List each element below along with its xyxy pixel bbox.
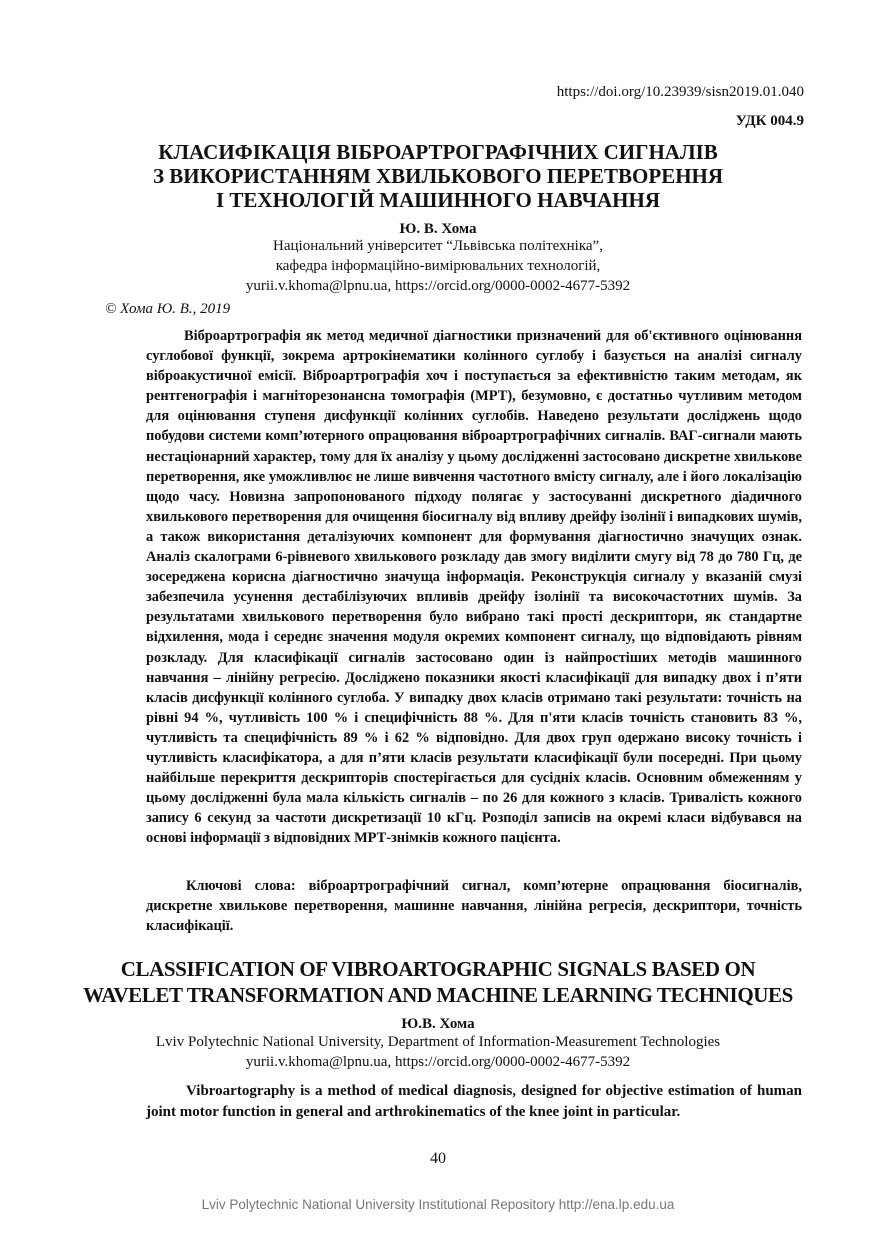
title-en-line: WAVELET TRANSFORMATION AND MACHINE LEARNING TECHNIQUES [83,983,793,1007]
title-uk-line: І ТЕХНОЛОГІЙ МАШИННОГО НАВЧАННЯ [215,188,660,212]
author-en: Ю.В. Хома [401,1016,475,1032]
abstract-uk: Віброартрографія як метод медичної діагностики призначений для об'єктивного оцінювання суглобової функції, зокрема артрокінематики колінного суглобу і базується на аналізі сигналу віброакустичної емісії. Віброартрографія хоч і поступається за ефективністю таким методам, як рентгенографія і магніторезонансна томографія (МРТ), безумовно, є достатньо чутливим методом для оцінювання ступеня дисфункції колінних суглобів. Наведено результати досліджень щодо побудови системи комп’ютерного опрацювання віброартрографічних сигналів. ВАГ-сигнали мають нестаціонарний характер, тому для їх аналізу у цьому дослідженні застосовано дискретне хвилькове перетворення, яке уможливлює не лише вивчення частотного вмісту сигналу, але і його локалізацію щодо часу. Новизна запропонованого підходу полягає у застосуванні дискретного діадичного хвилькового перетворення для очищення біосигналу від впливу дрейфу ізолінії і випадкових шумів, а також використання деталізуючих компонент для формування діагностично значущих ознак. Аналіз скалограми 6-рівневого хвилькового розкладу дав змогу виділити смугу від 78 до 780 Гц, де зосереджена корисна діагностично значуща інформація. Реконструкція сигналу у вказаній смузі забезпечила усунення дестабілізуючих впливів дрейфу ізолінії та високочастотних шумів. За результатами хвилькового перетворення було вибрано такі прості дескриптори, як стандартне відхилення, мода і середнє значення модуля окремих компонент сигналу, що відповідають рівням розкладу. Для класифікації сигналів застосовано один із найпростіших методів машинного навчання – лінійну регресію. Досліджено показники якості класифікації для випадку двох і п’яти класів дисфункції колінного суглоба. У випадку двох класів отримано такі результати: точність на рівні 94 %, чутливість 100 % і специфічність 88 %. Для п'яти класів точність становить 83 %, чутливість та специфічність 89 % і 62 % відповідно. Для двох груп одержано високу точність і чутливість класифікатора, а для п’яти класів результати класифікації були посередні. При цьому найбільше перекриття дескрипторів спостерігається для сусідніх класів. Основним обмеженням у цьому дослідженні була мала кількість сигналів – по 26 для кожного з класів. Тривалість кожного запису 6 секунд за частоти дискретизації 10 кГц. Розподіл записів на окремі класи відбувався на основі інформації з відповідних МРТ-знімків кожного пацієнта. [146,328,802,847]
title-en-line: CLASSIFICATION OF VIBROARTOGRAPHIC SIGNALS BASED ON [120,957,756,981]
affiliation-en [100,1032,776,1072]
author-uk: Ю. В. Хома [399,221,477,237]
affiliation-uk [100,236,776,296]
article-title-uk [100,140,776,212]
affiliation-uk-contact[interactable]: yurii.v.khoma@lpnu.ua, https://orcid.org/0000-0002-4677-5392 [245,278,631,294]
repository-footer[interactable]: Lviv Polytechnic National University Institutional Repository http://ena.lp.edu.ua [201,1197,675,1212]
title-uk-line: З ВИКОРИСТАННЯМ ХВИЛЬКОВОГО ПЕРЕТВОРЕННЯ [152,164,724,188]
copyright: © Хома Ю. В., 2019 [105,301,231,317]
keywords-uk: Ключові слова: віброартрографічний сигнал, комп’ютерне опрацювання біосигналів, дискретне хвилькове перетворення, машинне навчання, лінійна регресія, дескриптори, точність класифікації. [146,878,802,935]
page-number: 40 [430,1150,446,1167]
affiliation-en-contact[interactable]: yurii.v.khoma@lpnu.ua, https://orcid.org/0000-0002-4677-5392 [245,1054,631,1070]
affiliation-uk-line: Національний університет “Львівська політехніка”, [273,238,603,254]
udk-code: УДК 004.9 [735,113,804,129]
title-uk-line: КЛАСИФІКАЦІЯ ВІБРОАРТРОГРАФІЧНИХ СИГНАЛІВ [158,140,718,164]
doi-link[interactable]: https://doi.org/10.23939/sisn2019.01.040 [556,84,804,100]
article-title-en [60,956,816,1008]
affiliation-uk-line: кафедра інформаційно-вимірювальних технологій, [275,258,601,274]
abstract-en: Vibroartography is a method of medical diagnosis, designed for objective estimation of human joint motor function in general and arthrokinematics of the knee joint in particular. [146,1083,802,1120]
affiliation-en-line: Lviv Polytechnic National University, Department of Information-Measurement Technologies [155,1034,721,1050]
